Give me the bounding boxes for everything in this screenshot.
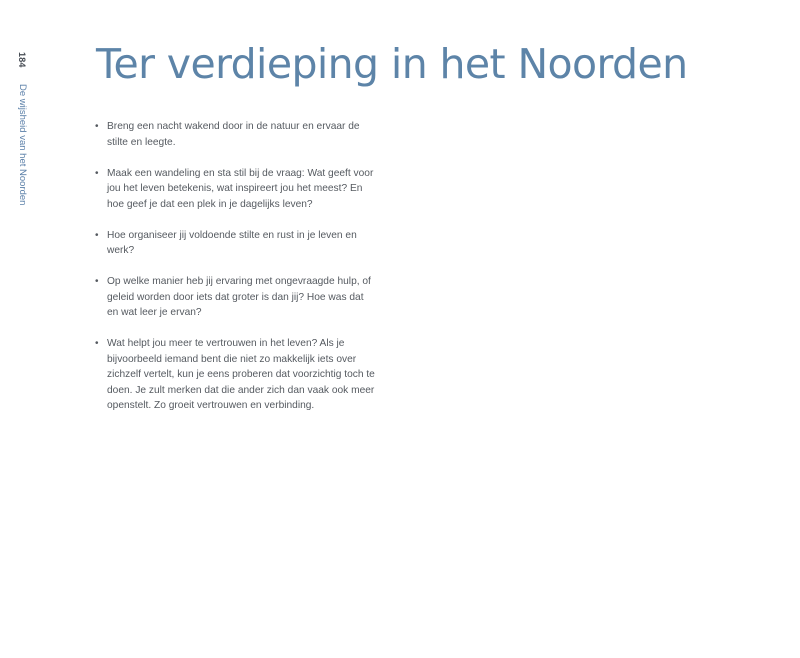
list-item: [95, 274, 377, 321]
question-list: [94, 119, 377, 429]
bullet-icon: •: [95, 229, 99, 241]
list-item-text: Maak een wandeling en sta stil bij de vraag: Wat geeft voor jou het leven betekenis, wat inspireert jou het meest? En hoe geef je dat een plek in je dagelijks leven?: [107, 167, 374, 210]
list-item: [95, 228, 377, 259]
page-title: Ter verdieping in het Noorden: [96, 40, 688, 88]
page-number: 184: [17, 52, 27, 68]
bullet-icon: •: [95, 276, 99, 287]
page-sidebar: [17, 52, 29, 212]
bullet-icon: •: [95, 338, 99, 349]
bullet-icon: •: [95, 121, 99, 132]
bullet-icon: •: [95, 167, 99, 179]
list-item: [95, 336, 377, 414]
list-item-text: Hoe organiseer jij voldoende stilte en rust in je leven en werk?: [107, 229, 357, 256]
list-item-text: Op welke manier heb jij ervaring met ongevraagde hulp, of geleid worden door iets dat groter is dan jij? Hoe was dat en wat leer je ervan?: [107, 276, 371, 318]
list-item: [95, 119, 377, 150]
list-item-text: Wat helpt jou meer te vertrouwen in het leven? Als je bijvoorbeeld iemand bent die niet zo makkelijk iets over zichzelf vertelt, kun je eens proberen dat voorzichtig toch te doen. Je zult merken dat die ander zich dan vaak ook meer openstelt. Zo groeit vertrouwen en verbinding.: [107, 338, 375, 411]
running-title: De wijsheid van het Noorden: [17, 84, 28, 206]
list-item-text: Breng een nacht wakend door in de natuur en ervaar de stilte en leegte.: [107, 121, 360, 148]
list-item: [95, 166, 377, 213]
